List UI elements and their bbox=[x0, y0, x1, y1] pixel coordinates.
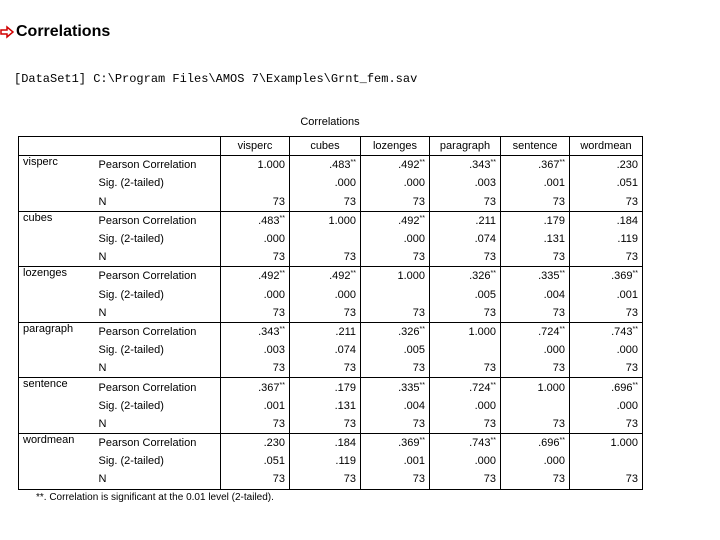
value-cell: 73 bbox=[570, 470, 643, 489]
significance-marker: ** bbox=[632, 325, 638, 333]
value-cell: 73 bbox=[430, 470, 501, 489]
value-cell: .369** bbox=[570, 267, 643, 286]
value-cell: .179 bbox=[290, 378, 361, 397]
value-cell: 73 bbox=[290, 248, 361, 267]
value-cell bbox=[290, 230, 361, 248]
value-cell: .492** bbox=[361, 211, 430, 230]
significance-marker: ** bbox=[419, 214, 425, 222]
value-cell: 1.000 bbox=[221, 156, 290, 175]
table-row bbox=[19, 304, 643, 323]
value-cell: .000 bbox=[221, 286, 290, 304]
value-cell: .230 bbox=[221, 434, 290, 453]
value-cell: .000 bbox=[361, 230, 430, 248]
value-cell: 73 bbox=[501, 359, 570, 378]
significance-marker: ** bbox=[559, 159, 565, 167]
significance-marker: ** bbox=[559, 437, 565, 445]
row-variable-label: paragraph bbox=[19, 322, 95, 378]
value-cell: 73 bbox=[430, 248, 501, 267]
value-cell: .367** bbox=[501, 156, 570, 175]
statistic-label: Pearson Correlation bbox=[95, 322, 221, 341]
significance-marker: ** bbox=[419, 325, 425, 333]
statistic-label: Sig. (2-tailed) bbox=[95, 397, 221, 415]
value-cell: .184 bbox=[570, 211, 643, 230]
table-row bbox=[19, 156, 643, 175]
value-cell: .000 bbox=[501, 341, 570, 359]
significance-marker: ** bbox=[559, 270, 565, 278]
value-cell: 1.000 bbox=[290, 211, 361, 230]
table-row bbox=[19, 286, 643, 304]
significance-marker: ** bbox=[559, 325, 565, 333]
correlations-table bbox=[18, 136, 643, 490]
value-cell: .000 bbox=[361, 174, 430, 192]
value-cell: 73 bbox=[221, 193, 290, 212]
value-cell: .492** bbox=[221, 267, 290, 286]
significance-marker: ** bbox=[279, 214, 285, 222]
significance-marker: ** bbox=[490, 159, 496, 167]
value-cell: .131 bbox=[290, 397, 361, 415]
table-row bbox=[19, 267, 643, 286]
table-row bbox=[19, 341, 643, 359]
value-cell: 1.000 bbox=[361, 267, 430, 286]
value-cell bbox=[221, 174, 290, 192]
statistic-label: Sig. (2-tailed) bbox=[95, 341, 221, 359]
value-cell: .119 bbox=[570, 230, 643, 248]
value-cell: .003 bbox=[221, 341, 290, 359]
row-variable-label: sentence bbox=[19, 378, 95, 434]
table-row bbox=[19, 470, 643, 489]
value-cell: .743** bbox=[430, 434, 501, 453]
value-cell: 73 bbox=[501, 304, 570, 323]
significance-marker: ** bbox=[490, 437, 496, 445]
value-cell: .335** bbox=[361, 378, 430, 397]
significance-marker: ** bbox=[632, 270, 638, 278]
value-cell: .000 bbox=[501, 452, 570, 470]
value-cell: .492** bbox=[290, 267, 361, 286]
value-cell: 73 bbox=[290, 304, 361, 323]
value-cell bbox=[570, 452, 643, 470]
value-cell: .000 bbox=[290, 286, 361, 304]
value-cell: 73 bbox=[290, 193, 361, 212]
statistic-label: N bbox=[95, 304, 221, 323]
value-cell: .179 bbox=[501, 211, 570, 230]
value-cell: 73 bbox=[501, 193, 570, 212]
value-cell: 73 bbox=[501, 470, 570, 489]
value-cell: 73 bbox=[221, 359, 290, 378]
value-cell: 73 bbox=[221, 415, 290, 434]
table-body bbox=[19, 156, 643, 489]
row-variable-label: lozenges bbox=[19, 267, 95, 323]
heading-title: Correlations bbox=[16, 23, 111, 40]
statistic-label: N bbox=[95, 415, 221, 434]
corner-cell bbox=[19, 137, 221, 156]
row-variable-label: wordmean bbox=[19, 434, 95, 490]
column-header: paragraph bbox=[430, 137, 501, 156]
value-cell: 73 bbox=[290, 470, 361, 489]
row-variable-label: cubes bbox=[19, 211, 95, 267]
value-cell: 73 bbox=[361, 470, 430, 489]
value-cell: .051 bbox=[570, 174, 643, 192]
significance-marker: ** bbox=[490, 270, 496, 278]
column-header: lozenges bbox=[361, 137, 430, 156]
value-cell: 73 bbox=[361, 304, 430, 323]
significance-marker: ** bbox=[279, 270, 285, 278]
statistic-label: Sig. (2-tailed) bbox=[95, 174, 221, 192]
statistic-label: N bbox=[95, 359, 221, 378]
statistic-label: Pearson Correlation bbox=[95, 211, 221, 230]
statistic-label: Pearson Correlation bbox=[95, 378, 221, 397]
value-cell: 73 bbox=[361, 248, 430, 267]
table-row bbox=[19, 415, 643, 434]
value-cell: .119 bbox=[290, 452, 361, 470]
value-cell: 73 bbox=[430, 359, 501, 378]
statistic-label: N bbox=[95, 248, 221, 267]
value-cell: .004 bbox=[501, 286, 570, 304]
column-header: sentence bbox=[501, 137, 570, 156]
table-row bbox=[19, 230, 643, 248]
table-row bbox=[19, 174, 643, 192]
table-row bbox=[19, 248, 643, 267]
dataset-path: [DataSet1] C:\Program Files\AMOS 7\Examples\Grnt_fem.sav bbox=[14, 72, 418, 86]
value-cell: .483** bbox=[221, 211, 290, 230]
statistic-label: N bbox=[95, 470, 221, 489]
value-cell: .326** bbox=[361, 322, 430, 341]
table-row bbox=[19, 359, 643, 378]
value-cell: 73 bbox=[361, 359, 430, 378]
value-cell: 73 bbox=[570, 415, 643, 434]
value-cell: .343** bbox=[430, 156, 501, 175]
value-cell bbox=[430, 341, 501, 359]
significance-marker: ** bbox=[419, 159, 425, 167]
statistic-label: Pearson Correlation bbox=[95, 156, 221, 175]
value-cell: 73 bbox=[501, 248, 570, 267]
value-cell: .005 bbox=[361, 341, 430, 359]
value-cell: 73 bbox=[570, 304, 643, 323]
value-cell: .335** bbox=[501, 267, 570, 286]
value-cell: .184 bbox=[290, 434, 361, 453]
table-title: Correlations bbox=[300, 116, 360, 128]
significance-marker: ** bbox=[490, 381, 496, 389]
footnote: **. Correlation is significant at the 0.01 level (2-tailed). bbox=[36, 492, 274, 503]
value-cell: .696** bbox=[501, 434, 570, 453]
table-row bbox=[19, 434, 643, 453]
value-cell: .131 bbox=[501, 230, 570, 248]
column-header: wordmean bbox=[570, 137, 643, 156]
value-cell: .004 bbox=[361, 397, 430, 415]
statistic-label: N bbox=[95, 193, 221, 212]
value-cell: 73 bbox=[570, 359, 643, 378]
significance-marker: ** bbox=[419, 381, 425, 389]
value-cell: 73 bbox=[570, 248, 643, 267]
value-cell: .074 bbox=[290, 341, 361, 359]
statistic-label: Pearson Correlation bbox=[95, 434, 221, 453]
column-header: cubes bbox=[290, 137, 361, 156]
value-cell: .005 bbox=[430, 286, 501, 304]
value-cell: .000 bbox=[570, 397, 643, 415]
value-cell: .001 bbox=[361, 452, 430, 470]
significance-marker: ** bbox=[350, 159, 356, 167]
output-heading bbox=[0, 22, 110, 42]
value-cell: 73 bbox=[361, 415, 430, 434]
value-cell: .724** bbox=[430, 378, 501, 397]
value-cell: 73 bbox=[430, 304, 501, 323]
value-cell: .230 bbox=[570, 156, 643, 175]
significance-marker: ** bbox=[279, 381, 285, 389]
value-cell: .367** bbox=[221, 378, 290, 397]
value-cell: .369** bbox=[361, 434, 430, 453]
value-cell: .001 bbox=[501, 174, 570, 192]
value-cell: 73 bbox=[361, 193, 430, 212]
value-cell: 73 bbox=[221, 248, 290, 267]
value-cell: 73 bbox=[430, 193, 501, 212]
value-cell: .001 bbox=[570, 286, 643, 304]
value-cell: 1.000 bbox=[430, 322, 501, 341]
value-cell: 1.000 bbox=[570, 434, 643, 453]
value-cell: 73 bbox=[290, 359, 361, 378]
table-row bbox=[19, 378, 643, 397]
value-cell: .724** bbox=[501, 322, 570, 341]
value-cell: 73 bbox=[501, 415, 570, 434]
arrow-right-icon bbox=[0, 25, 14, 39]
row-variable-label: visperc bbox=[19, 156, 95, 212]
value-cell bbox=[501, 397, 570, 415]
value-cell: .211 bbox=[430, 211, 501, 230]
statistic-label: Sig. (2-tailed) bbox=[95, 452, 221, 470]
value-cell bbox=[361, 286, 430, 304]
value-cell: .000 bbox=[290, 174, 361, 192]
significance-marker: ** bbox=[279, 325, 285, 333]
value-cell: 73 bbox=[570, 193, 643, 212]
value-cell: .483** bbox=[290, 156, 361, 175]
value-cell: 1.000 bbox=[501, 378, 570, 397]
value-cell: .003 bbox=[430, 174, 501, 192]
value-cell: 73 bbox=[430, 415, 501, 434]
value-cell: 73 bbox=[290, 415, 361, 434]
value-cell: .326** bbox=[430, 267, 501, 286]
statistic-label: Pearson Correlation bbox=[95, 267, 221, 286]
significance-marker: ** bbox=[350, 270, 356, 278]
value-cell: .211 bbox=[290, 322, 361, 341]
significance-marker: ** bbox=[419, 437, 425, 445]
value-cell: .000 bbox=[430, 397, 501, 415]
column-header: visperc bbox=[221, 137, 290, 156]
value-cell: 73 bbox=[221, 470, 290, 489]
value-cell: .051 bbox=[221, 452, 290, 470]
table-row bbox=[19, 452, 643, 470]
statistic-label: Sig. (2-tailed) bbox=[95, 286, 221, 304]
header-row bbox=[19, 137, 643, 156]
table-row bbox=[19, 193, 643, 212]
table-row bbox=[19, 322, 643, 341]
table-row bbox=[19, 397, 643, 415]
table-row bbox=[19, 211, 643, 230]
value-cell: .001 bbox=[221, 397, 290, 415]
statistic-label: Sig. (2-tailed) bbox=[95, 230, 221, 248]
value-cell: .492** bbox=[361, 156, 430, 175]
value-cell: .696** bbox=[570, 378, 643, 397]
value-cell: 73 bbox=[221, 304, 290, 323]
value-cell: .000 bbox=[430, 452, 501, 470]
value-cell: .743** bbox=[570, 322, 643, 341]
significance-marker: ** bbox=[632, 381, 638, 389]
value-cell: .000 bbox=[221, 230, 290, 248]
value-cell: .343** bbox=[221, 322, 290, 341]
value-cell: .074 bbox=[430, 230, 501, 248]
value-cell: .000 bbox=[570, 341, 643, 359]
